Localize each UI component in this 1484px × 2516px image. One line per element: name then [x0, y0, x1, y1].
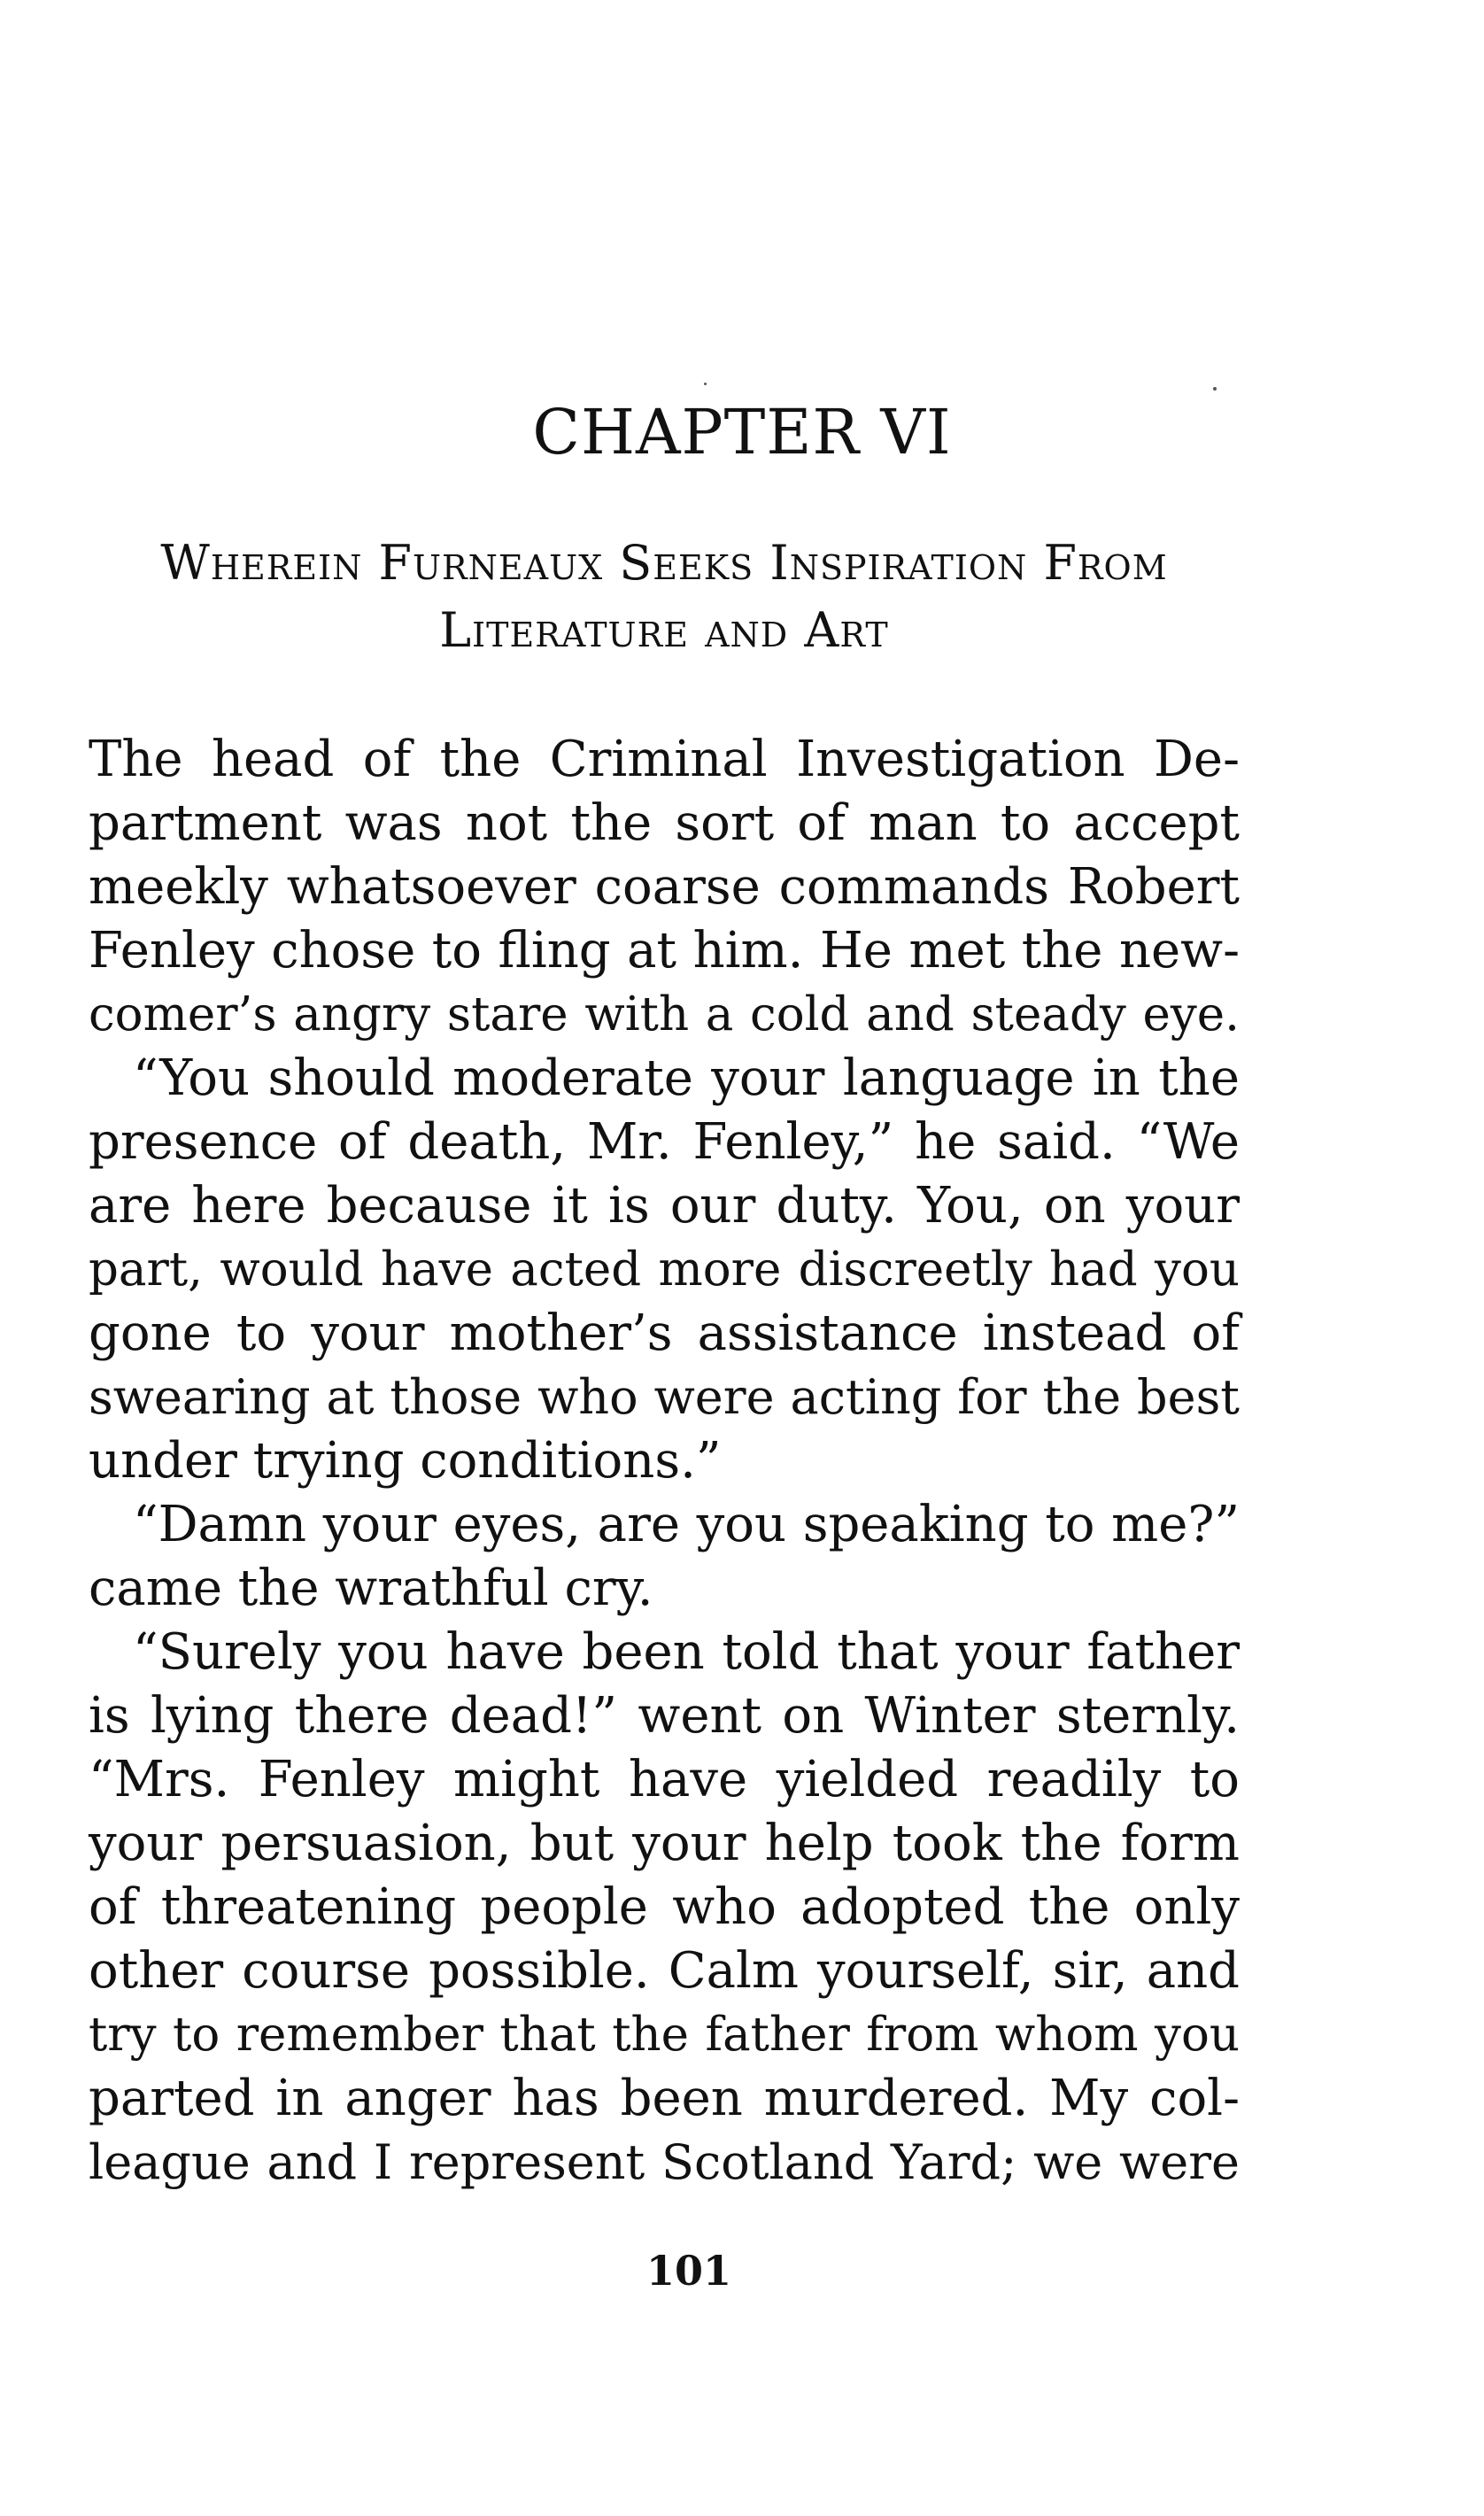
- text-line: partment was not the sort of man to accept: [89, 794, 1240, 852]
- text-line: of threatening people who adopted the only: [89, 1878, 1240, 1936]
- text-line: other course possible. Calm yourself, sir, and: [89, 1942, 1240, 2000]
- text-line: presence of death, Mr. Fenley,” he said. “We: [89, 1113, 1240, 1171]
- chapter-subtitle-line-1: Wherein Furneaux Seeks Inspiration From: [160, 535, 1168, 591]
- text-line: “Damn your eyes, are you speaking to me?”: [133, 1496, 1240, 1553]
- print-speck: [1213, 387, 1217, 391]
- text-line: comer’s angry stare with a cold and steady eye.: [89, 987, 1240, 1041]
- text-line: came the wrathful cry.: [89, 1560, 653, 1617]
- text-line: under trying conditions.”: [89, 1432, 722, 1490]
- text-line: parted in anger has been murdered. My col-: [89, 2070, 1240, 2127]
- text-line: meekly whatsoever coarse commands Robert: [89, 858, 1240, 916]
- text-line: part, would have acted more discreetly had you: [89, 1243, 1240, 1297]
- chapter-title: CHAPTER VI: [532, 396, 952, 468]
- chapter-subtitle: [89, 530, 1240, 664]
- text-line: is lying there dead!” went on Winter sternly.: [89, 1687, 1240, 1745]
- text-line: “You should moderate your language in the: [133, 1049, 1240, 1107]
- text-line: league and I represent Scotland Yard; we were: [89, 2134, 1240, 2190]
- print-speck: [704, 383, 707, 385]
- page-number: 101: [645, 2247, 732, 2295]
- text-line: are here because it is our duty. You, on your: [89, 1177, 1240, 1235]
- text-line: swearing at those who were acting for the best: [89, 1369, 1240, 1425]
- text-line: Fenley chose to fling at him. He met the new-: [89, 922, 1240, 979]
- text-line: “Mrs. Fenley might have yielded readily to: [89, 1751, 1240, 1808]
- text-line: The head of the Criminal Investigation De-: [89, 731, 1240, 788]
- chapter-subtitle-line-2: Literature and Art: [439, 602, 889, 658]
- text-line: “Surely you have been told that your father: [133, 1623, 1240, 1681]
- text-line: gone to your mother’s assistance instead of: [89, 1304, 1240, 1362]
- body-text: [89, 728, 1240, 2195]
- text-line: try to remember that the father from whom you: [89, 2008, 1240, 2062]
- text-line: your persuasion, but your help took the form: [89, 1815, 1240, 1872]
